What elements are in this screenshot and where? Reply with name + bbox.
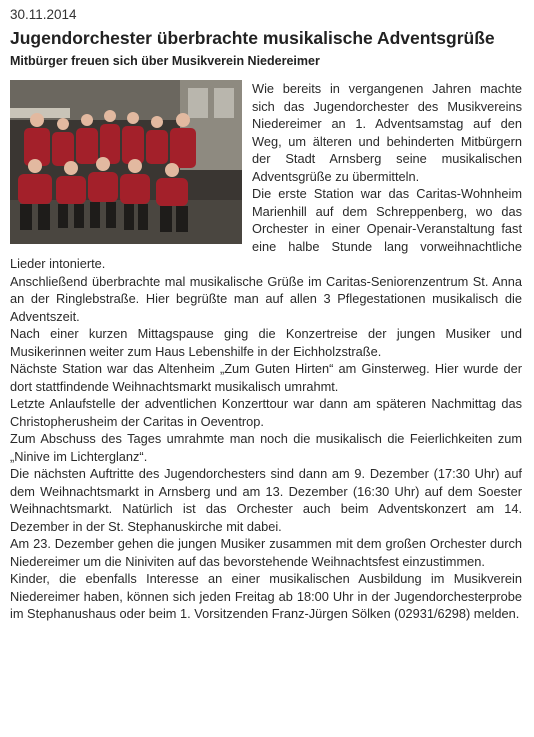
group-photo bbox=[10, 80, 242, 244]
paragraph-next-performances: Die nächsten Auftritte des Jugendorchesters sind dann am 9. Dezember (17:30 Uhr) auf dem Weihnachtsmarkt in Arnsberg und am 13. Dezember (16:30 Uhr) auf dem Soester Weihnachtsmarkt. Natürlich ist das Orchester auch beim Adventskonzert am 14. Dezember in der St. Stephanuskirche mit dabei. bbox=[10, 466, 522, 534]
paragraph-last-station: Letzte Anlaufstelle der adventlichen Konzerttour war dann am späteren Nachmittag das Christopherusheim der Caritas in Oeventrop. bbox=[10, 396, 522, 429]
paragraph-day-end: Zum Abschuss des Tages umrahmte man noch die musikalisch die Feierlichkeiten zum „Ninive im Lichterglanz“. bbox=[10, 431, 522, 464]
paragraph-second-station: Anschließend überbrachte mal musikalische Grüße im Caritas-Seniorenzentrum St. Anna an der Ringlebstraße. Hier begrüßte man auf allen 3 Pflegestationen musikalisch die Adventszeit. bbox=[10, 273, 522, 324]
news-article-container bbox=[10, 6, 522, 623]
article-headline: Jugendorchester überbrachte musikalische Adventsgrüße bbox=[10, 28, 495, 48]
article-body bbox=[10, 80, 522, 623]
paragraph-december-23: Am 23. Dezember gehen die jungen Musiker zusammen mit dem großen Orchester durch Niedereimer um die Niniviten auf das bevorstehende Weihnachtsfest einzustimmen. bbox=[10, 536, 522, 569]
paragraph-recruitment: Kinder, die ebenfalls Interesse an einer musikalischen Ausbildung im Musikverein Niedereimer haben, können sich jeden Freitag ab 18:00 Uhr in der Jugendorchesterprobe im Stephanushaus oder beim 1. Vorsitzenden Franz-Jürgen Sölken (02931/6298) melden. bbox=[10, 571, 522, 621]
article-date: 30.11.2014 bbox=[10, 7, 77, 22]
paragraph-first-station: Die erste Station war das Caritas-Wohnheim Marienhill auf dem Schreppenberg, wo das Orchester in einer Openair-Veranstaltung fast eine halbe Stunde lang vorweihnachtliche Lieder intonierte. bbox=[10, 186, 522, 271]
paragraph-next-station: Nächste Station war das Altenheim „Zum Guten Hirten“ am Ginsterweg. Hier wurde der dort stattfindende Weihnachtsmarkt musikalisch umrahmt. bbox=[10, 361, 522, 394]
paragraph-lunch-break: Nach einer kurzen Mittagspause ging die Konzertreise der jungen Musiker und Musikerinnen weiter zum Haus Lebenshilfe in der Eichholzstraße. bbox=[10, 326, 522, 359]
paragraph-intro: Wie bereits in vergangenen Jahren machte sich das Jugendorchester des Musikvereins Niedereimer an 1. Adventsamstag auf den Weg, um älteren und behinderten Mitbürgern der Stadt Arnsberg seine musikalischen Adventsgrüße zu übermitteln. bbox=[252, 81, 522, 184]
article-subheadline: Mitbürger freuen sich über Musikverein Niedereimer bbox=[10, 54, 320, 68]
